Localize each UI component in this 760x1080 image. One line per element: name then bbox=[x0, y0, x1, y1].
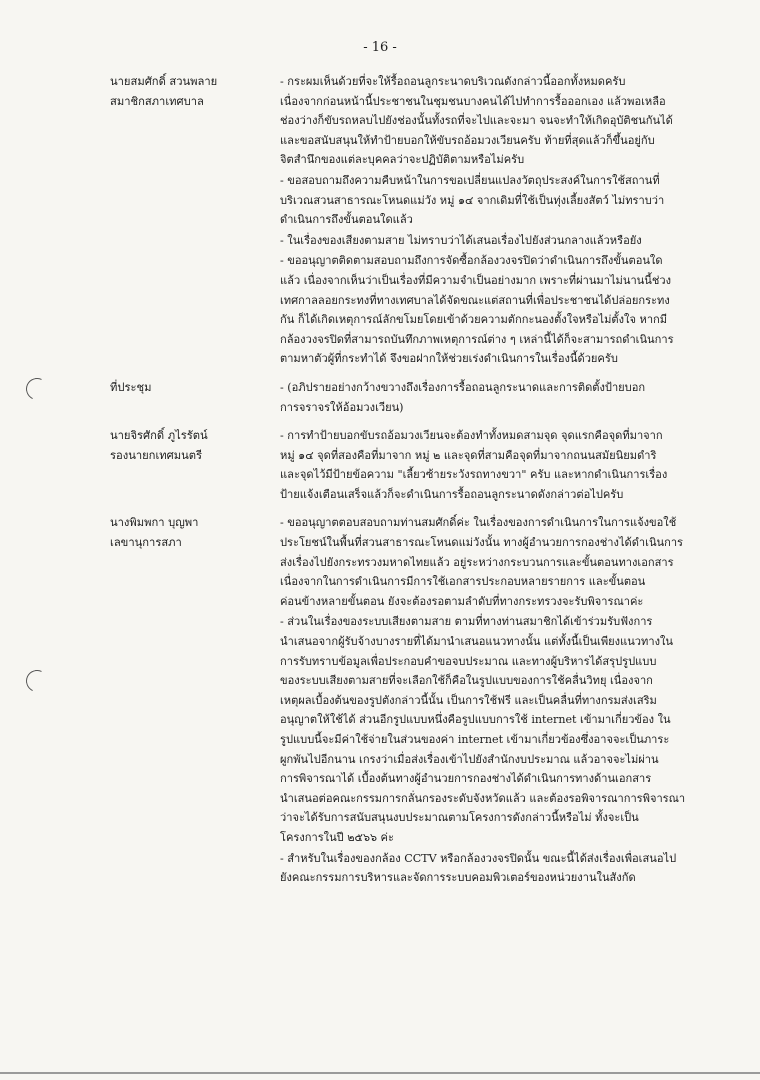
text-line: เนื่องจากในการดำเนินการมีการใช้เอกสารประกอบหลายรายการ และขั้นตอน bbox=[280, 575, 646, 589]
speaker-name bbox=[0, 426, 260, 505]
text-line: ตามหาตัวผู้ที่กระทำได้ จึงขอฝากให้ช่วยเร่งดำเนินการในเรื่องนี้ด้วยครับ bbox=[280, 352, 618, 366]
speaker-name bbox=[0, 513, 260, 888]
text-line: หมู่ ๑๔ จุดที่สองคือที่มาจาก หมู่ ๒ และจุดที่สามคือจุดที่มาจากถนนสมัยนิยมดำริ bbox=[280, 448, 657, 462]
text-line: เนื่องจากก่อนหน้านี้ประชาชนในชุมชนบางคนได้ไปทำการรื้อออกเอง แล้วพอเหลือ bbox=[280, 94, 666, 108]
text-line: นำเสนอจากผู้รับจ้างบางรายที่ได้มานำเสนอแนวทางนั้น แต่ทั้งนี้เป็นเพียงแนวทางใน bbox=[280, 635, 673, 649]
text-line: ป้ายแจ้งเตือนเสร็จแล้วก็จะดำเนินการรื้อถอนลูกระนาดดังกล่าวต่อไปครับ bbox=[280, 487, 624, 501]
text-line: ของระบบเสียงตามสายที่จะเลือกใช้ก็คือในรูปแบบของการใช้คลื่นวิทยุ เนื่องจาก bbox=[280, 674, 653, 688]
speaker-name-line: นางพิมพกา บุญพา bbox=[110, 516, 199, 530]
text-line: - สำหรับในเรื่องของกล้อง CCTV หรือกล้องวงจรปิดนั้น ขณะนี้ได้ส่งเรื่องเพื่อเสนอไป bbox=[280, 851, 677, 865]
text-line: แล้ว เนื่องจากเห็นว่าเป็นเรื่องที่มีความจำเป็นอย่างมาก เพราะที่ผ่านมาไม่นานนี้ช่วง bbox=[280, 273, 672, 287]
scan-bottom-edge bbox=[0, 1072, 760, 1074]
text-line: - การทำป้ายบอกขับรถอ้อมวงเวียนจะต้องทำทั้งหมดสามจุด จุดแรกคือจุดที่มาจาก bbox=[280, 429, 663, 443]
text-line: เทศกาลลอยกระทงที่ทางเทศบาลได้จัดขณะแต่สถานที่เพื่อประชาชนได้ปล่อยกระทง bbox=[280, 293, 670, 307]
statement-paragraph bbox=[280, 251, 702, 369]
text-line: และจุดไว้มีป้ายข้อความ "เลี้ยวซ้ายระวังรถทางขวา" ครับ และหากดำเนินการเรื่อง bbox=[280, 468, 668, 482]
text-line: อนุญาตให้ใช้ได้ ส่วนอีกรูปแบบหนึ่งคือรูปแบบการใช้ internet เข้ามาเกี่ยวข้อง ใน bbox=[280, 713, 671, 727]
page-number: - 16 - bbox=[363, 40, 397, 55]
speaker-role-line: เลขานุการสภา bbox=[110, 536, 182, 550]
text-line: - ขออนุญาตตอบสอบถามท่านสมศักดิ์ค่ะ ในเรื่องของการดำเนินการในการแจ้งขอใช้ bbox=[280, 516, 677, 530]
statement-paragraph bbox=[280, 72, 702, 170]
text-line: - ขออนุญาตติดตามสอบถามถึงการจัดซื้อกล้องวงจรปิดว่าดำเนินการถึงขั้นตอนใด bbox=[280, 254, 663, 268]
statement-paragraph bbox=[280, 426, 702, 504]
text-line: นำเสนอต่อคณะกรรมการกลั่นกรองระดับจังหวัดแล้ว และต้องรอพิจารณาการพิจารณา bbox=[280, 791, 686, 805]
text-line: ผูกพันไปอีกนาน เกรงว่าเมื่อส่งเรื่องเข้าไปยังสำนักงบประมาณ แล้วอาจจะไม่ผ่าน bbox=[280, 752, 659, 766]
minutes-entry bbox=[0, 513, 760, 888]
statement-paragraph bbox=[280, 171, 702, 230]
text-line: - กระผมเห็นด้วยที่จะให้รื้อถอนลูกระนาดบริเวณดังกล่าวนี้ออกทั้งหมดครับ bbox=[280, 75, 626, 88]
text-line: - (อภิปรายอย่างกว้างขวางถึงเรื่องการรื้อถอนลูกระนาดและการติดตั้งป้ายบอก bbox=[280, 380, 646, 394]
statement-paragraph bbox=[280, 612, 702, 847]
text-line: ช่องว่างก็ขับรถหลบไปยังช่องนั้นทั้งรถที่จะไปและจะมา จนจะทำให้เกิดอุบัติชนกันได้ bbox=[280, 114, 673, 128]
meeting-minutes-body bbox=[0, 72, 760, 897]
statement-paragraph bbox=[280, 231, 702, 251]
statement-paragraph bbox=[280, 378, 702, 417]
text-line: - ส่วนในเรื่องของระบบเสียงตามสาย ตามที่ทางท่านสมาชิกได้เข้าร่วมรับฟังการ bbox=[280, 615, 653, 629]
text-line: การรับทราบข้อมูลเพื่อประกอบคำขอจบประมาณ และทางผู้บริหารได้สรุปรูปแบบ bbox=[280, 654, 657, 668]
statement-paragraph bbox=[280, 849, 702, 888]
text-line: รูปแบบนี้จะมีค่าใช้จ่ายในส่วนของค่า internet เข้ามาเกี่ยวข้องซึ่งอาจจะเป็นภาระ bbox=[280, 733, 670, 746]
statement-paragraph bbox=[280, 513, 702, 611]
minutes-entry bbox=[0, 378, 760, 418]
speaker-role-line: รองนายกเทศมนตรี bbox=[110, 448, 203, 462]
text-line: ประโยชน์ในพื้นที่สวนสาธารณะโหนดแม่วังนั้น ทางผู้อำนวยการกองช่างได้ดำเนินการ bbox=[280, 536, 684, 550]
speaker-name bbox=[0, 72, 260, 370]
text-line: และขอสนับสนุนให้ทำป้ายบอกให้ขับรถอ้อมวงเวียนครับ ท้ายที่สุดแล้วก็ขึ้นอยู่กับ bbox=[280, 133, 655, 147]
text-line: บริเวณสวนสาธารณะโหนดแม่วัง หมู่ ๑๔ จากเดิมที่ใช้เป็นทุ่งเลี้ยงสัตว์ ไม่ทราบว่า bbox=[280, 193, 665, 207]
text-line: ดำเนินการถึงขั้นตอนใดแล้ว bbox=[280, 213, 413, 227]
statement-text bbox=[260, 72, 702, 370]
minutes-entry bbox=[0, 72, 760, 370]
speaker-name-line: นายสมศักดิ์ สวนพลาย bbox=[110, 75, 218, 88]
speaker-role-line: สมาชิกสภาเทศบาล bbox=[110, 94, 204, 108]
text-line: โครงการในปี ๒๕๖๖ ค่ะ bbox=[280, 830, 394, 844]
statement-text bbox=[260, 426, 702, 505]
speaker-name-line: นายจิรศักดิ์ ภูไรรัตน์ bbox=[110, 429, 208, 443]
text-line: กล้องวงจรปิดที่สามารถบันทึกภาพเหตุการณ์ต่าง ๆ เหล่านี้ได้ก็จะสามารถดำเนินการ bbox=[280, 332, 674, 346]
text-line: - ในเรื่องของเสียงตามสาย ไม่ทราบว่าได้เสนอเรื่องไปยังส่วนกลางแล้วหรือยัง bbox=[280, 233, 642, 247]
statement-text bbox=[260, 513, 702, 888]
minutes-entry bbox=[0, 426, 760, 505]
text-line: การพิจารณาได้ เบื้องต้นทางผู้อำนวยการกองช่างได้ดำเนินการทางด้านเอกสาร bbox=[280, 772, 652, 786]
statement-text bbox=[260, 378, 702, 418]
text-line: - ขอสอบถามถึงความคืบหน้าในการขอเปลี่ยนแปลงวัตถุประสงค์ในการใช้สถานที่ bbox=[280, 173, 660, 187]
text-line: ยังคณะกรรมการบริหารและจัดการระบบคอมพิวเตอร์ของหน่วยงานในสังกัด bbox=[280, 871, 636, 885]
speaker-name-line: ที่ประชุม bbox=[110, 380, 152, 394]
text-line: ว่าจะได้รับการสนับสนุนงบประมาณตามโครงการดังกล่าวนี้หรือไม่ ทั้งจะเป็น bbox=[280, 811, 639, 825]
text-line: เหตุผลเบื้องต้นของรูปตังกล่าวนี้นั้น เป็นการใช้ฟรี และเป็นคลื่นที่ทางกรมส่งเสริม bbox=[280, 693, 657, 707]
text-line: ส่งเรื่องไปยังกระทรวงมหาดไทยแล้ว อยู่ระหว่างกระบวนการและขั้นตอนทางเอกสาร bbox=[280, 555, 674, 569]
text-line: การจราจรให้อ้อมวงเวียน) bbox=[280, 400, 404, 414]
text-line: กัน ก็ได้เกิดเหตุการณ์ลักขโมยโดยเข้าด้วยความตักกะนองตั้งใจหรือไม่ตั้งใจ หากมี bbox=[280, 313, 668, 327]
text-line: ค่อนข้างหลายขั้นตอน ยังจะต้องรอตามลำดับที่ทางกระทรวงจะรับพิจารณาค่ะ bbox=[280, 594, 644, 608]
text-line: จิตสำนึกของแต่ละบุคคลว่าจะปฏิบัติตามหรือไม่ครับ bbox=[280, 153, 525, 167]
